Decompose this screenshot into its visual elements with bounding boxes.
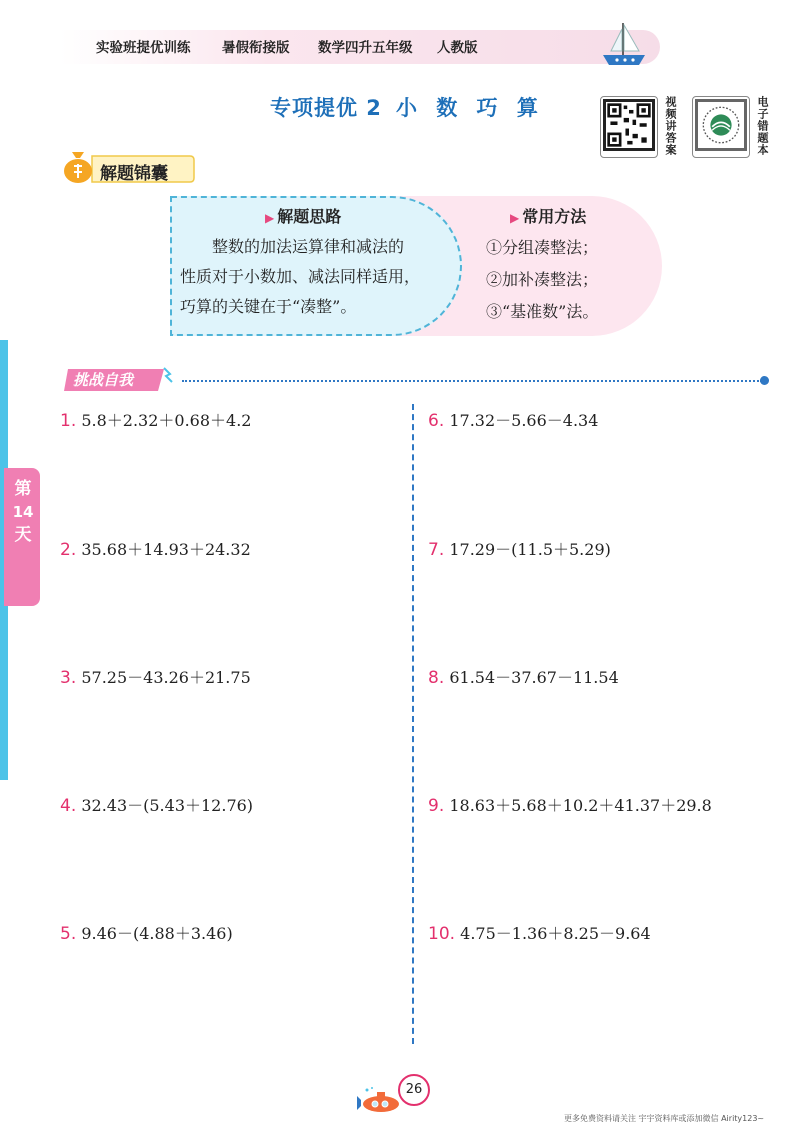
sailboat-icon bbox=[595, 15, 650, 70]
problem-item: 6. 17.32－5.66－4.34 bbox=[428, 411, 599, 431]
divider-end-dot bbox=[760, 376, 769, 385]
column-divider bbox=[412, 404, 414, 1044]
edition-label: 暑假衔接版 bbox=[222, 40, 290, 56]
grade-label: 数学四升五年级 bbox=[318, 40, 413, 56]
tips-section-label: 解题锦囊 bbox=[100, 164, 168, 184]
problem-item: 5. 9.46－(4.88＋3.46) bbox=[60, 924, 233, 944]
wrongbook-qr-code[interactable] bbox=[692, 96, 750, 158]
problem-item: 7. 17.29－(11.5＋5.29) bbox=[428, 540, 611, 560]
methods-title: ▶ 常用方法 bbox=[510, 207, 587, 226]
footer-note: 更多免费资料请关注 宇宇资料库或添加微信 Airity123~ bbox=[564, 1114, 765, 1123]
problem-item: 9. 18.63＋5.68＋10.2＋41.37＋29.8 bbox=[428, 796, 712, 816]
idea-title: ▶ 解题思路 bbox=[265, 207, 342, 226]
day-label: 第 14 天 bbox=[12, 479, 34, 545]
problem-item: 2. 35.68＋14.93＋24.32 bbox=[60, 540, 251, 560]
challenge-label: 挑战自我 bbox=[73, 371, 134, 389]
problem-item: 8. 61.54－37.67－11.54 bbox=[428, 668, 619, 688]
method-item: ③“基准数”法。 bbox=[486, 302, 599, 321]
problem-item: 4. 32.43－(5.43＋12.76) bbox=[60, 796, 254, 816]
qr-code-icon bbox=[603, 99, 655, 151]
idea-paragraph bbox=[180, 232, 455, 322]
submarine-icon bbox=[355, 1086, 403, 1114]
money-bag-icon bbox=[60, 146, 96, 184]
logo-qr-icon bbox=[695, 99, 747, 151]
title-label: 专项提优 2 bbox=[270, 96, 382, 120]
problem-item: 10. 4.75－1.36＋8.25－9.64 bbox=[428, 924, 651, 944]
problem-item: 1. 5.8＋2.32＋0.68＋4.2 bbox=[60, 411, 252, 431]
method-item: ①分组凑整法； bbox=[486, 238, 599, 257]
method-item: ②加补凑整法； bbox=[486, 270, 599, 289]
idea-line: 巧算的关键在于“凑整”。 bbox=[180, 297, 357, 316]
methods-list bbox=[486, 232, 598, 328]
idea-line: 整数的加法运算律和减法的 bbox=[212, 237, 405, 256]
video-qr-code[interactable] bbox=[600, 96, 658, 158]
problem-item: 3. 57.25－43.26＋21.75 bbox=[60, 668, 251, 688]
challenge-divider bbox=[182, 380, 762, 382]
video-qr-label: 视频讲答案 bbox=[664, 96, 677, 156]
idea-line: 性质对于小数加、减法同样适用， bbox=[180, 267, 421, 286]
triangle-bullet-icon: ▶ bbox=[265, 211, 275, 225]
wrongbook-qr-label: 电子错题本 bbox=[756, 96, 769, 156]
publisher-label: 人教版 bbox=[437, 40, 478, 56]
title-name: 小 数 巧 算 bbox=[395, 96, 544, 120]
page-number: 26 bbox=[398, 1074, 430, 1106]
page-title bbox=[270, 92, 544, 122]
triangle-bullet-icon: ▶ bbox=[510, 211, 520, 225]
series-title: 实验班提优训练 bbox=[96, 40, 191, 56]
